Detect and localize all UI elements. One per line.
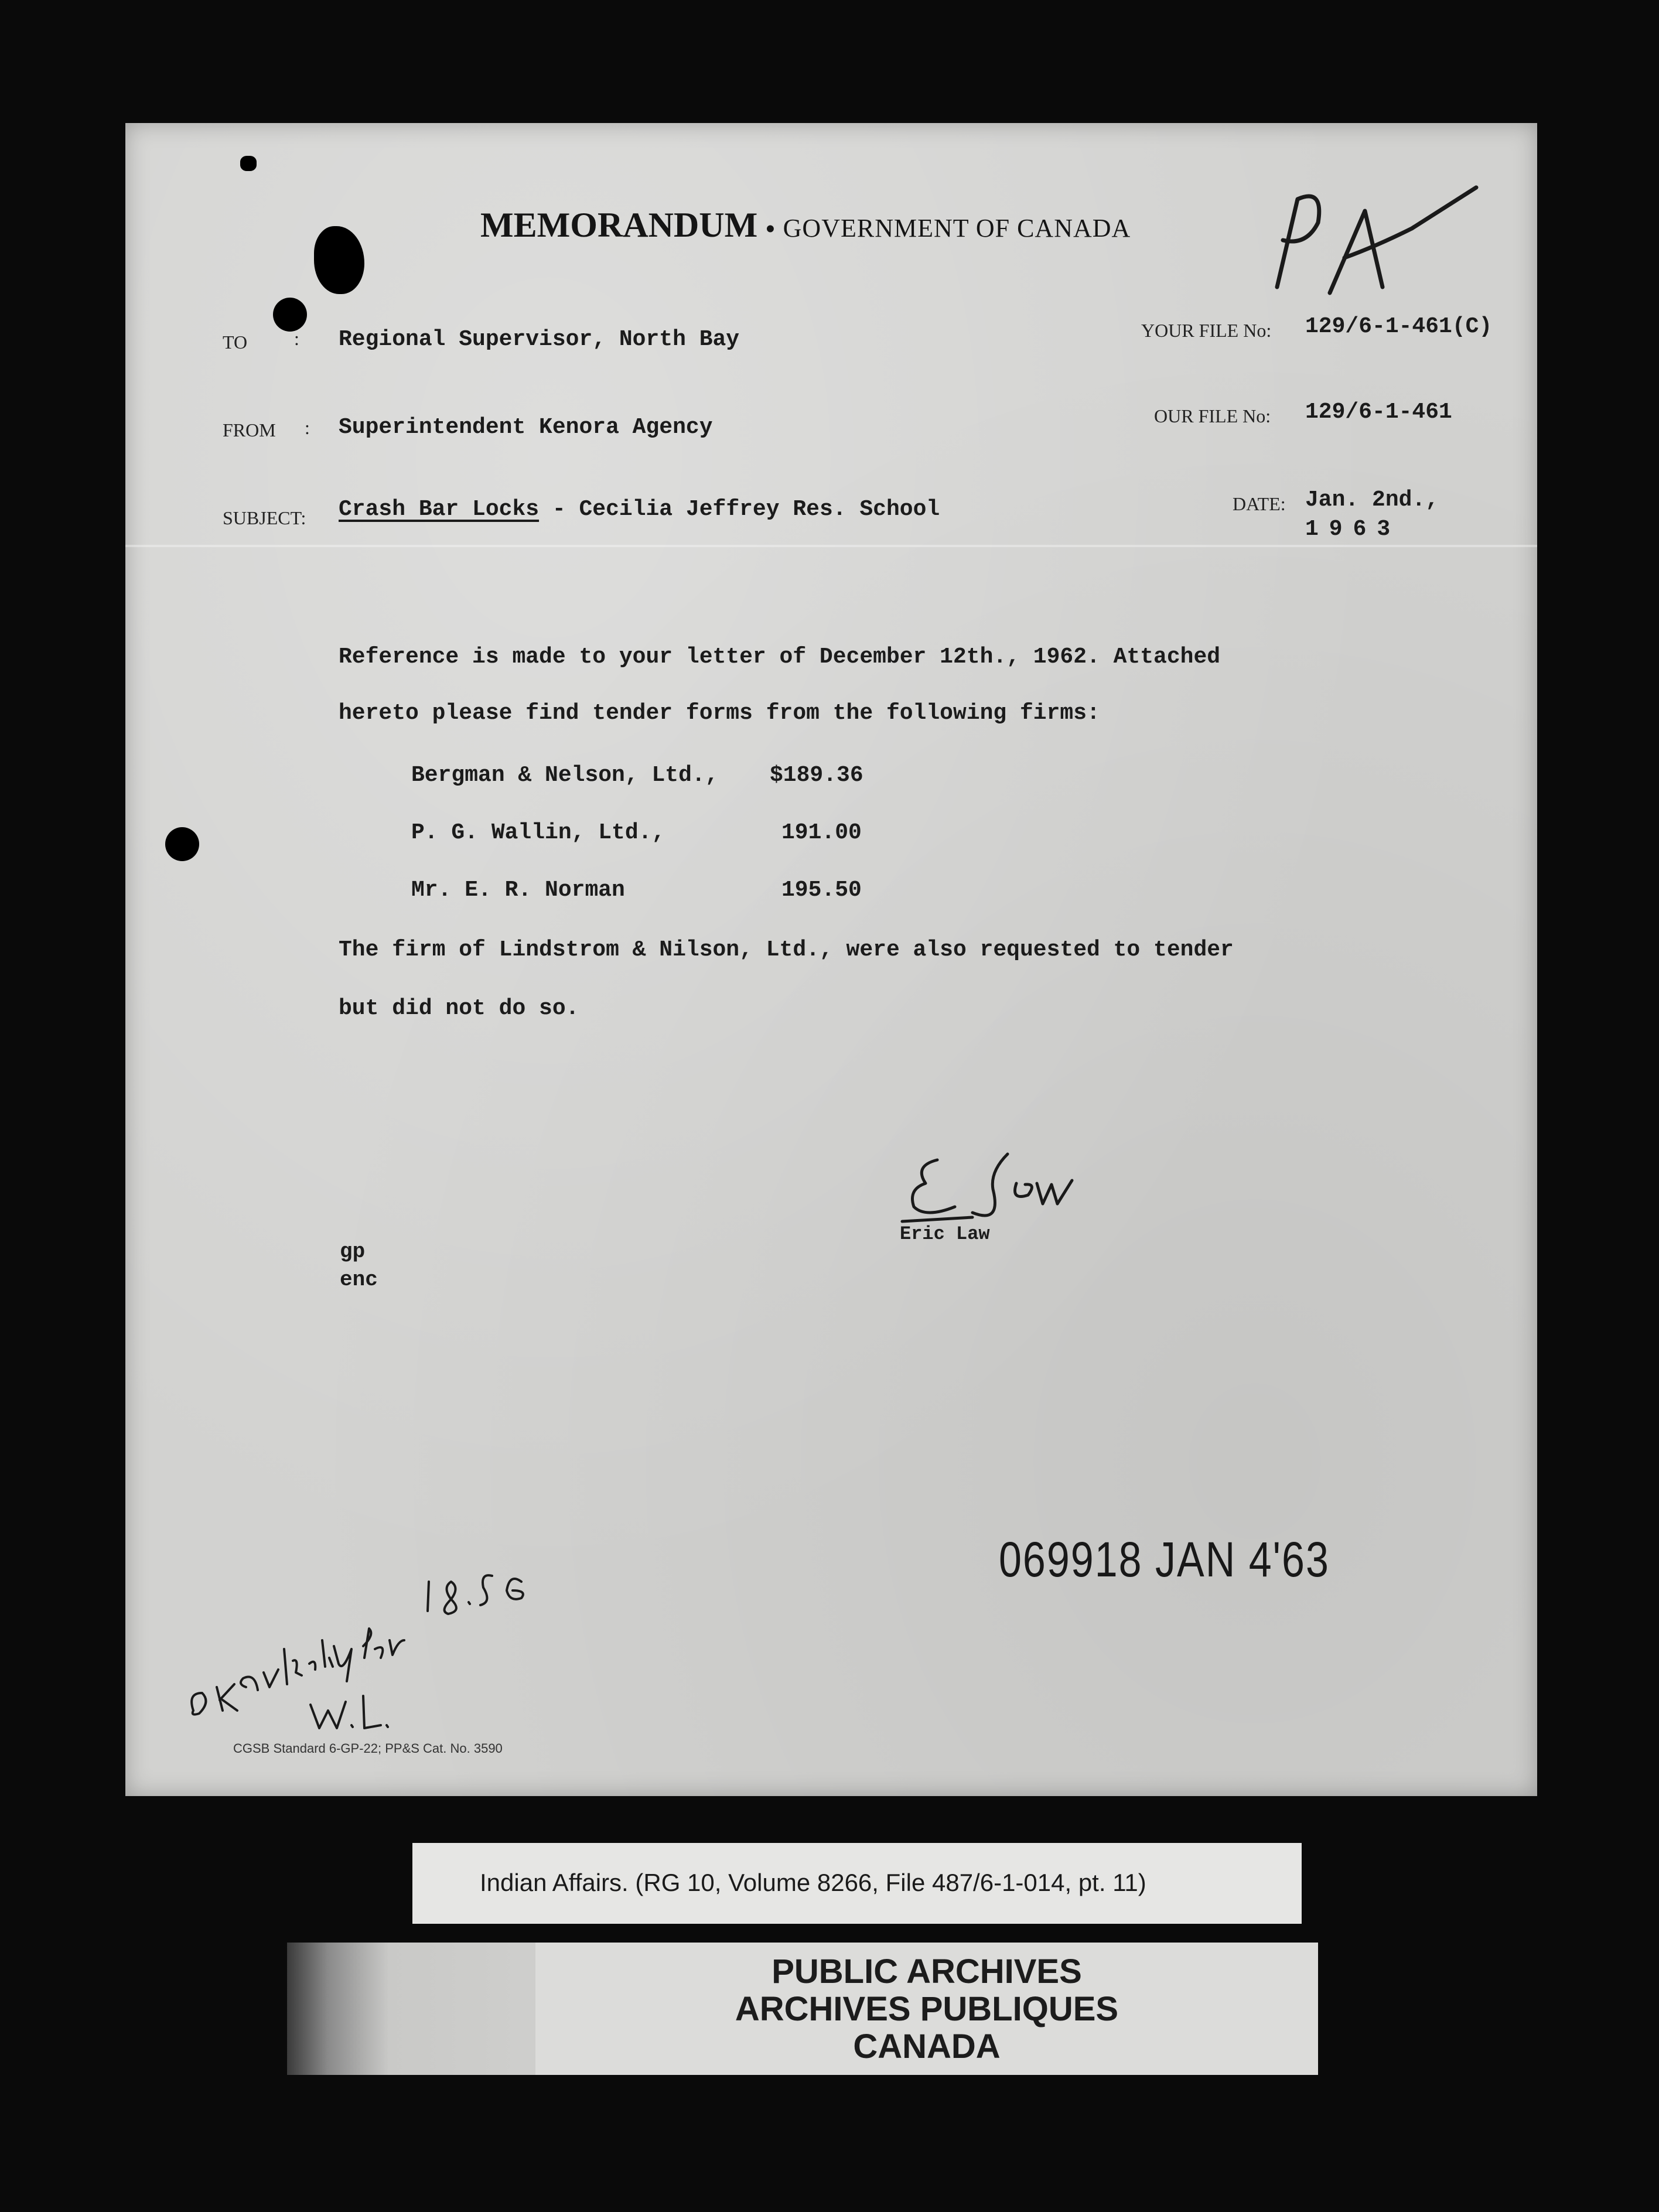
archive-stamp-strip [287, 1943, 1306, 2075]
body-line-4: but did not do so. [339, 996, 579, 1021]
date-label: DATE: [1233, 493, 1286, 514]
from-colon: : [305, 417, 310, 438]
subject-value [339, 497, 940, 522]
archive-stamp [535, 1943, 1318, 2075]
enclosure-note: enc [340, 1268, 378, 1292]
subject-label: SUBJECT: [223, 507, 306, 528]
from-label: FROM [223, 419, 276, 441]
received-stamp: 069918 JAN 4'63 [999, 1532, 1330, 1587]
body-line-1: Reference is made to your letter of December 12th., 1962. Attached [339, 644, 1221, 670]
archive-stamp-line1: PUBLIC ARCHIVES [772, 1952, 1082, 1991]
tender-amount-2: 191.00 [781, 820, 862, 845]
memo-title [480, 205, 1131, 245]
archive-citation-label [412, 1843, 1302, 1924]
typist-initials: gp [340, 1240, 366, 1264]
fold-line [125, 545, 1537, 547]
tender-amount-3: 195.50 [781, 878, 862, 903]
tender-firm-2: P. G. Wallin, Ltd., [411, 820, 665, 845]
body-line-2: hereto please find tender forms from the following firms: [339, 701, 1100, 726]
memo-title-text: MEMORANDUM [480, 206, 758, 244]
punch-hole-middle [165, 827, 199, 861]
your-file-label: YOUR FILE No: [1141, 320, 1272, 341]
body-line-3: The firm of Lindstrom & Nilson, Ltd., were also requested to tender [339, 937, 1234, 962]
subject-underlined: Crash Bar Locks [339, 497, 540, 522]
archive-citation: Indian Affairs. (RG 10, Volume 8266, File 487/6-1-014, pt. 11) [480, 1869, 1146, 1896]
to-value: Regional Supervisor, North Bay [339, 327, 740, 352]
date-line2: 1963 [1305, 517, 1401, 542]
our-file-value: 129/6-1-461 [1305, 400, 1452, 425]
typed-signatory: Eric Law [900, 1223, 990, 1245]
to-label: TO [223, 332, 248, 353]
handwritten-initials [1242, 176, 1488, 305]
date-line1: Jan. 2nd., [1305, 487, 1439, 513]
subject-rest: - Cecilia Jeffrey Res. School [552, 497, 940, 522]
archive-stamp-line2: ARCHIVES PUBLIQUES [735, 1990, 1119, 2028]
to-colon: : [294, 328, 299, 349]
title-separator: • [766, 214, 775, 243]
ink-mark-corner [240, 156, 257, 171]
tender-firm-1: Bergman & Nelson, Ltd., [411, 763, 719, 788]
handwritten-approval-note [176, 1547, 539, 1740]
tender-amount-1: $189.36 [770, 763, 863, 788]
our-file-label: OUR FILE No: [1154, 405, 1271, 426]
tender-firm-3: Mr. E. R. Norman [411, 878, 625, 903]
archive-stamp-line3: CANADA [853, 2027, 1001, 2066]
your-file-value: 129/6-1-461(C) [1305, 314, 1493, 339]
form-number: CGSB Standard 6-GP-22; PP&S Cat. No. 3590 [233, 1741, 503, 1756]
punch-hole-top [273, 298, 307, 332]
organization-name: GOVERNMENT OF CANADA [783, 214, 1131, 243]
from-value: Superintendent Kenora Agency [339, 415, 713, 440]
